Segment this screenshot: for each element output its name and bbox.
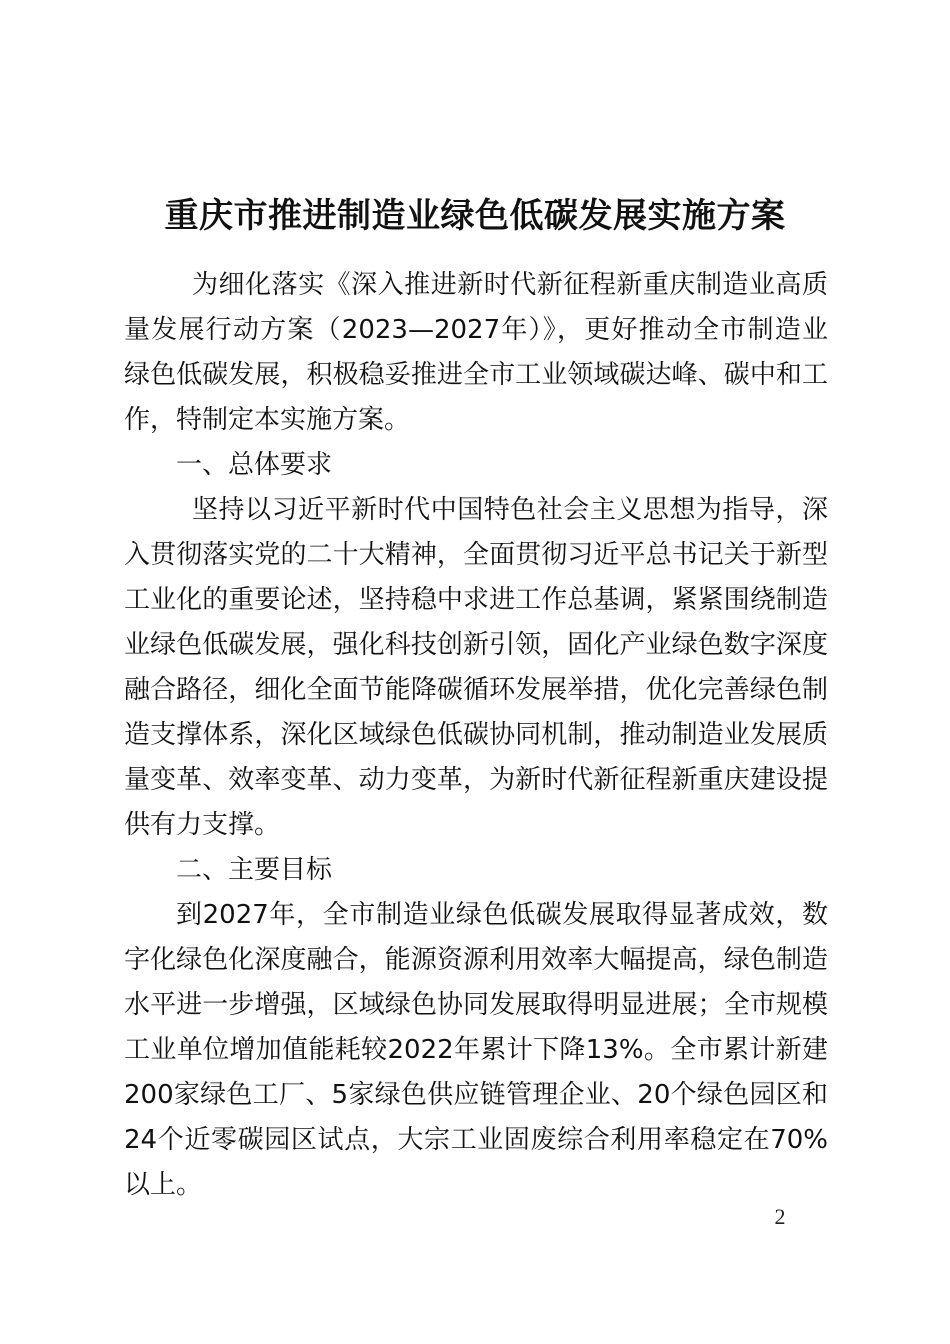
document-body	[124, 263, 828, 1208]
page-number: 2	[774, 1204, 786, 1229]
section-heading-main-goals: 二、主要目标	[176, 855, 333, 885]
document-title: 重庆市推进制造业绿色低碳发展实施方案	[164, 195, 786, 236]
main-goals-paragraph: 到2027年，全市制造业绿色低碳发展取得显著成效，数字化绿色化深度融合，能源资源利用效率大幅提高，绿色制造水平进一步增强，区域绿色协同发展取得明显进展；全市规模工业单位增加值能耗较2022年累计下降13%。全市累计新建200家绿色工厂、5家绿色供应链管理企业、20个绿色园区和24个近零碳园区试点，大宗工业固废综合利用率稳定在70%以上。	[124, 900, 828, 1200]
general-requirements-paragraph: 坚持以习近平新时代中国特色社会主义思想为指导，深入贯彻落实党的二十大精神，全面贯彻习近平总书记关于新型工业化的重要论述，坚持稳中求进工作总基调，紧紧围绕制造业绿色低碳发展，强化科技创新引领，固化产业绿色数字深度融合路径，细化全面节能降碳循环发展举措，优化完善绿色制造支撑体系，深化区域绿色低碳协同机制，推动制造业发展质量变革、效率变革、动力变革，为新时代新征程新重庆建设提供有力支撑。	[124, 495, 828, 840]
intro-paragraph: 为细化落实《深入推进新时代新征程新重庆制造业高质量发展行动方案（2023—2027年）》，更好推动全市制造业绿色低碳发展，积极稳妥推进全市工业领域碳达峰、碳中和工作，特制定本实施方案。	[124, 270, 828, 435]
section-heading-general-requirements: 一、总体要求	[176, 450, 333, 480]
